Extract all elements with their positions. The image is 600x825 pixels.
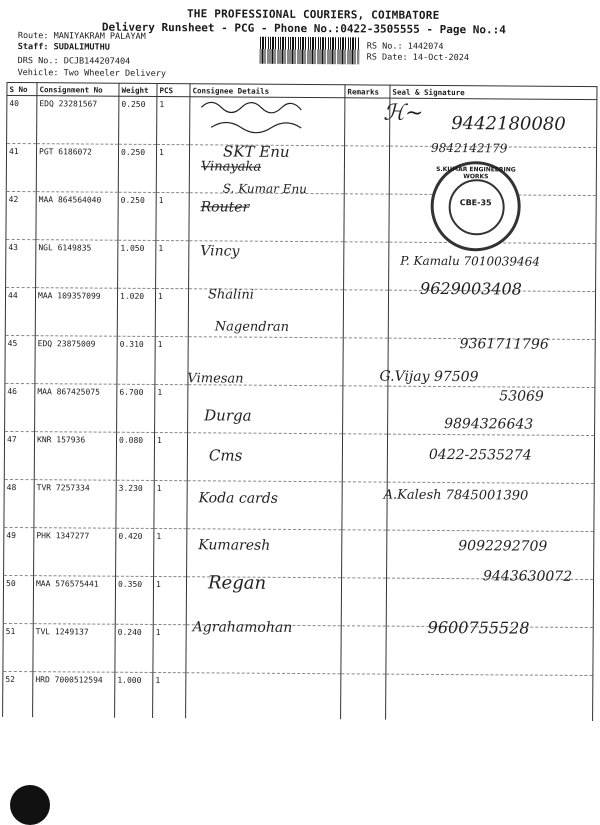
weight-cell: 1.050 — [118, 240, 156, 288]
col-seal: Seal & Signature — [390, 85, 597, 99]
consignment-cell: EDQ 23875009 — [35, 336, 117, 385]
weight-cell: 0.250 — [118, 144, 156, 192]
remarks-cell — [342, 530, 387, 578]
handwritten-name: Shalini — [207, 287, 254, 303]
sno-cell: 41 — [6, 143, 36, 191]
details-cell — [186, 673, 341, 720]
remarks-cell — [344, 194, 389, 242]
pcs-cell: 1 — [156, 240, 189, 288]
consignment-cell: NGL 6149835 — [36, 240, 118, 289]
handwritten-name: Cms — [208, 446, 243, 465]
consignment-cell: PGT 6186072 — [36, 144, 118, 193]
handwritten-name: Koda cards — [198, 490, 278, 507]
remarks-cell — [342, 434, 387, 482]
barcode — [260, 37, 360, 65]
consignment-cell: KNR 157936 — [34, 432, 116, 481]
handwritten-name: SKT Enu — [222, 142, 290, 161]
staff-field — [18, 42, 110, 53]
seal-cell — [386, 674, 593, 721]
weight-cell: 0.250 — [118, 192, 156, 240]
pcs-cell: 1 — [154, 480, 187, 528]
consignment-cell: MAA 576575441 — [33, 576, 115, 625]
handwritten-phone: 9629003408 — [420, 278, 522, 299]
runsheet-title: Delivery Runsheet - PCG - Phone No.:0422-3505555 - Page No.:4 — [101, 20, 506, 37]
remarks-cell — [344, 146, 389, 194]
sno-cell: 47 — [4, 431, 34, 479]
staff-name: SUDALIMUTHU — [53, 42, 110, 53]
handwritten-signature-40: ℋ~ — [383, 100, 424, 126]
remarks-cell — [341, 626, 386, 674]
weight-cell: 0.350 — [115, 576, 153, 624]
sno-cell: 50 — [3, 575, 33, 623]
col-sno: S No — [7, 82, 37, 95]
weight-cell: 0.240 — [115, 624, 153, 672]
weight-cell: 0.250 — [119, 96, 157, 144]
weight-cell: 1.000 — [115, 672, 153, 718]
handwritten-name: Vincy — [200, 243, 240, 260]
col-pcs: PCS — [157, 83, 190, 96]
seal-ring-text: S.KUMAR ENGINEERING WORKS — [436, 165, 516, 181]
handwritten-phone: 9600755528 — [427, 617, 530, 638]
consignment-cell: PHK 1347277 — [34, 528, 116, 577]
consignment-cell: MAA 109357099 — [35, 288, 117, 337]
weight-cell: 0.420 — [116, 528, 154, 576]
weight-cell: 0.310 — [117, 336, 155, 384]
sno-cell: 43 — [6, 239, 36, 287]
vehicle: Vehicle: Two Wheeler Delivery — [17, 68, 167, 80]
pcs-cell: 1 — [155, 336, 188, 384]
weight-cell: 1.020 — [117, 288, 155, 336]
remarks-cell — [342, 482, 387, 530]
weight-cell: 3.230 — [116, 480, 154, 528]
weight-cell: 6.700 — [117, 384, 155, 432]
table-row — [3, 671, 593, 721]
handwritten-phone: 9361711796 — [459, 336, 549, 353]
handwritten-name: Regan — [207, 572, 267, 594]
handwritten-name: S. Kumar Enu — [222, 181, 307, 197]
consignment-cell: MAA 864564040 — [36, 192, 118, 241]
pcs-cell: 1 — [155, 288, 188, 336]
handwritten-name: Nagendran — [214, 319, 290, 335]
pcs-cell: 1 — [153, 672, 186, 718]
pcs-cell: 1 — [153, 576, 186, 624]
remarks-cell — [341, 578, 386, 626]
table-row — [4, 479, 594, 531]
staff-label: Staff: — [17, 42, 49, 53]
pcs-cell: 1 — [157, 96, 190, 144]
handwritten-scribble-40 — [196, 97, 336, 138]
col-remarks: Remarks — [345, 85, 390, 98]
rs-number: RS No.: 1442074 — [366, 41, 444, 52]
handwritten-name: Vimesan — [187, 371, 244, 387]
company-name: THE PROFESSIONAL COURIERS, COIMBATORE — [186, 7, 440, 22]
scan-artifact — [10, 785, 50, 825]
sno-cell: 42 — [6, 191, 36, 239]
handwritten-phone: 0422-2535274 — [428, 446, 532, 464]
drs-number: DRS No.: DCJB144207404 — [17, 56, 131, 67]
consignment-cell: TVR 7257334 — [34, 480, 116, 529]
consignment-cell: HRD 7000512594 — [33, 672, 115, 718]
handwritten-name: Kumaresh — [198, 537, 271, 554]
pcs-cell: 1 — [156, 144, 189, 192]
handwritten-name: Vinayaka — [200, 159, 262, 175]
route-label: Route: MANIYAKRAM PALAYAM — [17, 31, 146, 42]
pcs-cell: 1 — [154, 432, 187, 480]
pcs-cell: 1 — [153, 624, 186, 672]
consignment-cell: EDQ 23281567 — [37, 96, 119, 145]
consignment-cell: TVL 1249137 — [33, 624, 115, 673]
remarks-cell — [341, 674, 386, 720]
handwritten-signature: A.Kalesh 7845001390 — [383, 487, 529, 504]
sno-cell: 48 — [4, 479, 34, 527]
handwritten-phone: 9442180080 — [451, 113, 566, 135]
col-details: Consignee Details — [190, 84, 345, 98]
handwritten-name: Durga — [204, 406, 252, 425]
sno-cell: 49 — [4, 527, 34, 575]
consignment-cell: MAA 867425075 — [35, 384, 117, 433]
col-consignment: Consignment No — [37, 83, 119, 97]
sno-cell: 52 — [3, 671, 33, 717]
seal-code: CBE-35 — [459, 198, 492, 208]
remarks-cell — [344, 242, 389, 290]
handwritten-phone: 9443630072 — [483, 568, 573, 585]
pcs-cell: 1 — [154, 528, 187, 576]
handwritten-number: 53069 — [499, 388, 544, 405]
sno-cell: 46 — [5, 383, 35, 431]
remarks-cell — [343, 290, 388, 338]
handwritten-name: Agrahamohan — [192, 619, 293, 636]
sno-cell: 51 — [3, 623, 33, 671]
col-weight: Weight — [119, 83, 157, 96]
handwritten-name: Router — [200, 199, 250, 216]
remarks-cell — [343, 386, 388, 434]
pcs-cell: 1 — [156, 192, 189, 240]
sno-cell: 45 — [5, 335, 35, 383]
company-seal — [430, 161, 521, 252]
handwritten-phone: 9842142179 — [431, 140, 508, 156]
handwritten-signature: P. Kamalu 7010039464 — [400, 253, 540, 269]
pcs-cell: 1 — [155, 384, 188, 432]
rs-date: RS Date: 14-Oct-2024 — [366, 52, 470, 64]
sno-cell: 40 — [7, 95, 37, 143]
handwritten-signature: G.Vijay 97509 — [379, 368, 479, 386]
handwritten-phone: 9894326643 — [444, 416, 534, 433]
weight-cell: 0.080 — [116, 432, 154, 480]
sno-cell: 44 — [5, 287, 35, 335]
handwritten-phone: 9092292709 — [458, 538, 548, 555]
